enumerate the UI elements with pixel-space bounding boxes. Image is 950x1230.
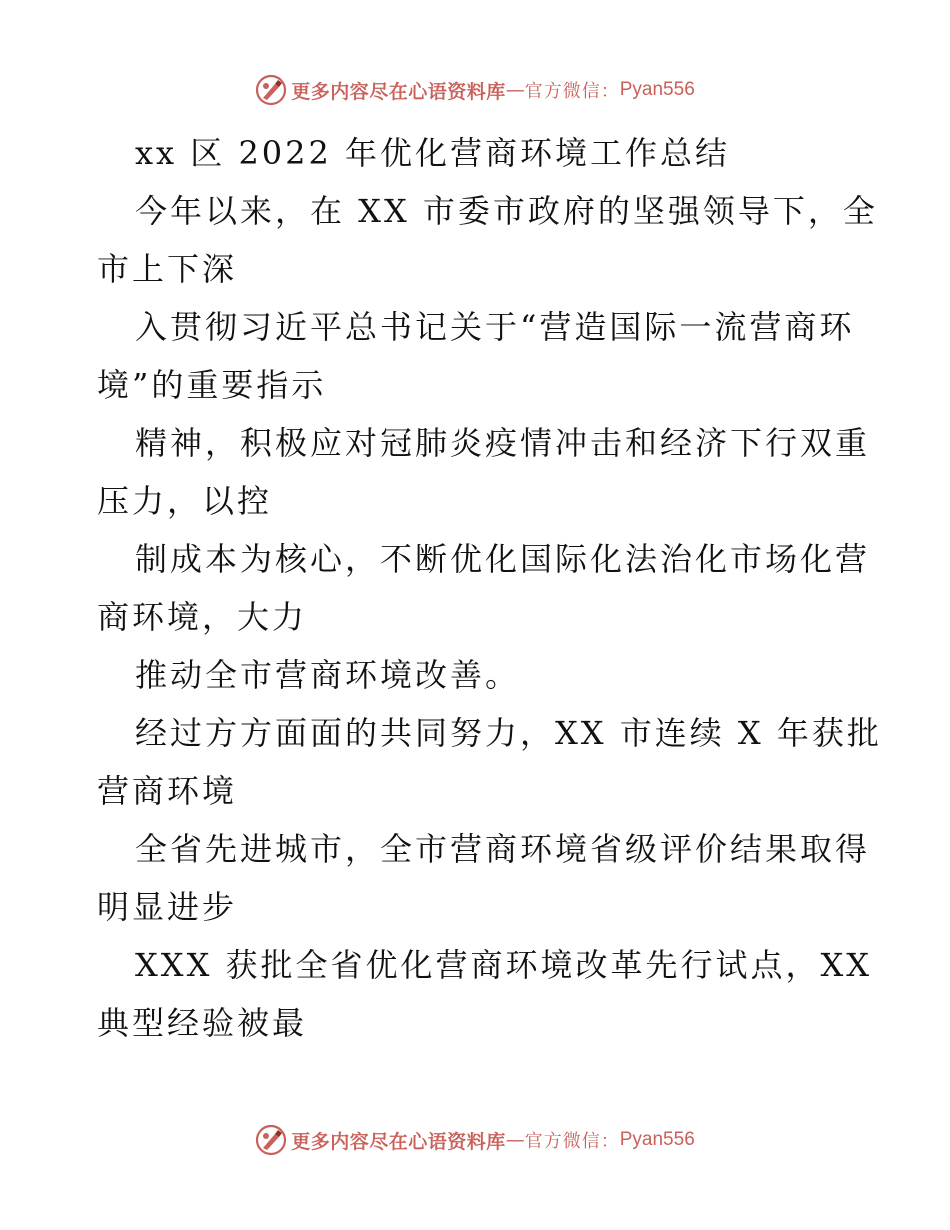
text-line: 精神，积极应对冠肺炎疫情冲击和经济下行双重 — [135, 424, 871, 462]
text-line: 明显进步 — [97, 888, 238, 926]
text-line: 经过方方面面的共同努力，XX 市连续 X 年获批 — [135, 714, 882, 752]
banner-account-id: Pyan556 — [619, 1129, 695, 1150]
text-line: 入贯彻习近平总书记关于“营造国际一流营商环 — [135, 308, 855, 346]
text-line: 典型经验被最 — [97, 1004, 308, 1042]
text-line: 今年以来，在 XX 市委市政府的坚强领导下，全 — [135, 192, 878, 230]
text-line: 境”的重要指示 — [97, 366, 327, 404]
text-line: 推动全市营商环境改善。 — [135, 656, 521, 694]
banner-slogan: 更多内容尽在心语资料库 — [291, 80, 506, 103]
watermark-banner-top — [0, 70, 950, 110]
text-line: 商环境，大力 — [97, 598, 308, 636]
banner-dash: — — [505, 1129, 525, 1151]
text-line: XXX 获批全省优化营商环境改革先行试点，XX — [135, 946, 873, 984]
document-body — [97, 124, 882, 1052]
banner-account-id: Pyan556 — [619, 79, 695, 100]
pen-logo-icon — [255, 74, 287, 106]
text-line: 全省先进城市，全市营商环境省级评价结果取得 — [135, 830, 871, 868]
document-title: xx 区 2022 年优化营商环境工作总结 — [135, 134, 731, 172]
text-line: 营商环境 — [97, 772, 238, 810]
text-line: 制成本为核心，不断优化国际化法治化市场化营 — [135, 540, 871, 578]
banner-slogan: 更多内容尽在心语资料库 — [291, 1130, 506, 1153]
banner-wechat-label: 官方微信： — [524, 1131, 620, 1152]
watermark-banner-bottom — [0, 1120, 950, 1160]
banner-wechat-label: 官方微信： — [524, 81, 620, 102]
text-line: 市上下深 — [97, 250, 238, 288]
banner-dash: — — [505, 79, 525, 101]
pen-logo-icon — [255, 1124, 287, 1156]
text-line: 压力，以控 — [97, 482, 273, 520]
